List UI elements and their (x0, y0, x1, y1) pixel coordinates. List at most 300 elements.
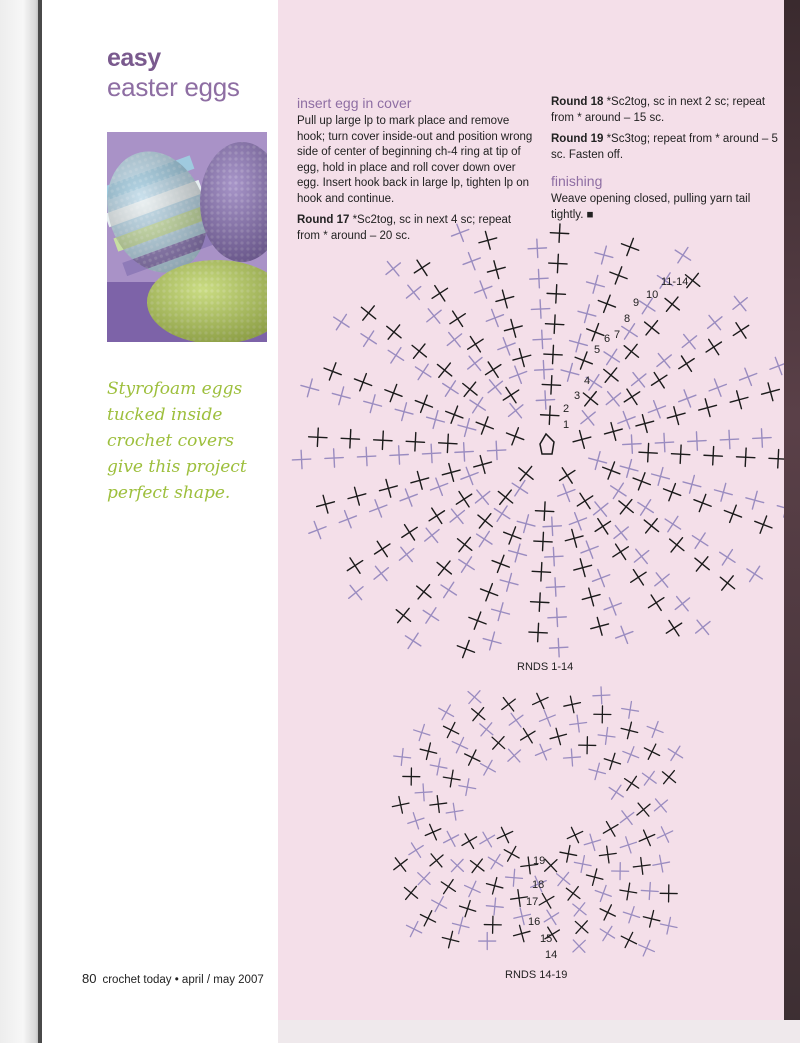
stitch-mark (550, 224, 568, 242)
stitch-mark (496, 290, 514, 308)
stitch-mark (570, 715, 587, 732)
stitch-mark (604, 598, 621, 615)
eggs-photo (107, 132, 267, 342)
stitch-mark (581, 411, 595, 425)
stitch-mark (341, 430, 359, 448)
stitch-mark (442, 464, 460, 482)
stitch-mark (531, 300, 549, 318)
stitch-mark (604, 368, 618, 382)
stitch-mark (720, 430, 738, 448)
stitch-mark (468, 691, 481, 704)
stitch-mark (624, 344, 638, 358)
stitch-mark (622, 324, 637, 339)
stitch-mark (594, 502, 608, 516)
stitch-mark (446, 406, 463, 423)
stitch-mark (566, 887, 580, 901)
stitch-mark (512, 481, 527, 496)
stitch-mark (497, 827, 512, 842)
round-label: 10 (646, 289, 659, 301)
stitch-mark (654, 799, 667, 812)
stitch-mark (492, 555, 509, 572)
insert-egg-text: Pull up large lp to mark place and remove hook; turn cover inside-out and position wrong side of center of beginning ch-4 ring at tip of egg, hold in place and roll cover down over egg. Insert hook back in large lp, tighten lp on hook and continue. (297, 115, 533, 205)
stitch-mark (557, 872, 570, 885)
stitch-mark (708, 315, 722, 329)
stitch-mark (574, 559, 592, 577)
round-label: 1 (563, 419, 570, 431)
stitch-mark (594, 706, 611, 723)
stitch-mark (619, 500, 633, 514)
stitch-mark (600, 905, 615, 920)
stitch-mark (671, 445, 689, 463)
stitch-mark (639, 443, 657, 461)
stitch-mark (447, 332, 461, 346)
stitch-mark (476, 417, 493, 434)
stitch-mark (528, 239, 546, 257)
stitch-mark (561, 363, 579, 381)
stitch-mark (548, 608, 566, 626)
stitch-mark (704, 447, 722, 465)
page-title: easter eggs (107, 72, 240, 102)
stitch-mark (535, 361, 553, 379)
stitch-mark (460, 901, 476, 917)
page-edge (784, 0, 800, 1043)
stitch-mark (575, 921, 588, 934)
stitch-mark (465, 881, 480, 896)
stitch-mark (720, 576, 734, 590)
stitch-mark (558, 484, 575, 501)
stitch-mark (532, 563, 550, 581)
stitch-mark (309, 428, 327, 446)
stitch-mark (620, 837, 636, 853)
stitch-mark (643, 911, 659, 927)
stitch-mark (406, 285, 420, 299)
stitch-mark (425, 824, 441, 840)
stitch-mark (645, 321, 659, 335)
stitch-mark (593, 687, 610, 704)
stitch-mark (480, 832, 495, 847)
stitch-mark (657, 827, 672, 842)
stitch-mark (474, 456, 492, 474)
stitch-mark (622, 701, 639, 718)
stitch-mark (587, 275, 605, 293)
stitch-mark (492, 603, 510, 621)
stitch-mark (521, 728, 535, 742)
stitch-mark (543, 517, 561, 535)
stitch-mark (504, 319, 522, 337)
stitch-mark (582, 588, 600, 606)
stitch-mark (539, 893, 554, 908)
center-ring (540, 434, 554, 454)
stitch-mark (395, 403, 413, 421)
stitch-mark (660, 917, 677, 934)
stitch-mark (348, 487, 366, 505)
stitch-mark (400, 489, 417, 506)
round-label: 7 (614, 329, 621, 341)
stitch-mark (612, 863, 629, 880)
stitch-mark (390, 446, 408, 464)
stitch-mark (487, 441, 505, 459)
stitch-mark (762, 383, 780, 401)
round-label: 8 (624, 313, 631, 325)
stitch-mark (374, 566, 388, 580)
stitch-mark (533, 330, 551, 348)
stitch-mark (429, 508, 444, 523)
stitch-mark (443, 381, 458, 396)
stitch-mark (584, 834, 600, 850)
stitch-mark (539, 710, 555, 726)
stitch-mark (620, 460, 638, 478)
stitch-mark (486, 309, 503, 326)
stitch-mark (613, 544, 628, 559)
stitch-mark (589, 452, 607, 470)
stitch-mark (641, 882, 658, 899)
stitch-mark (733, 296, 747, 310)
stitch-mark (404, 886, 417, 899)
stitch-mark (665, 516, 680, 531)
round-18-text: *Sc2tog, sc in next 2 sc; repeat from * around – 15 sc. (551, 96, 766, 124)
stitch-mark (644, 519, 658, 533)
stitch-mark (361, 306, 375, 320)
stitch-mark (468, 336, 483, 351)
stitch-mark (777, 499, 784, 517)
stitch-mark (442, 931, 458, 947)
stitch-mark (620, 883, 637, 900)
stitch-mark (414, 260, 429, 275)
stitch-mark (502, 698, 515, 711)
stitch-mark (570, 334, 588, 352)
stitch-mark (439, 705, 454, 720)
round-19-label: Round 19 (551, 133, 604, 145)
stitch-mark (655, 573, 669, 587)
stitch-mark (603, 822, 618, 837)
stitch-mark (399, 547, 413, 561)
stitch-mark (598, 728, 615, 745)
stitch-mark (396, 608, 410, 622)
stitch-mark (648, 401, 665, 418)
stitch-mark (481, 760, 496, 775)
stitch-mark (370, 500, 387, 517)
stitch-mark (431, 478, 448, 495)
stitch-mark (456, 491, 471, 506)
stitch-mark (506, 869, 523, 886)
stitch-mark (546, 578, 564, 596)
stitch-mark (695, 557, 709, 571)
pull-quote-line: Styrofoam eggs (107, 379, 243, 399)
book-spine (0, 0, 42, 1043)
stitch-mark (679, 356, 694, 371)
round-label: 14 (545, 949, 558, 961)
stitch-mark (498, 490, 512, 504)
stitch-mark (740, 368, 757, 385)
stitch-mark (469, 612, 486, 629)
stitch-mark (509, 713, 523, 727)
stitch-mark (625, 776, 639, 790)
round-label: 9 (633, 297, 640, 309)
stitch-mark (292, 450, 310, 468)
stitch-mark (478, 514, 492, 528)
stitch-mark (600, 926, 614, 940)
stitch-mark (699, 399, 717, 417)
stitch-mark (324, 363, 341, 380)
stitch-mark (662, 771, 675, 784)
stitch-mark (444, 831, 459, 846)
stitch-mark (579, 737, 596, 754)
stitch-mark (575, 352, 592, 369)
stitch-mark (611, 483, 626, 498)
round-label: 5 (594, 344, 601, 356)
stitch-mark (430, 758, 447, 775)
stitch-mark (470, 859, 484, 873)
stitch-mark (550, 638, 568, 656)
stitch-mark (441, 582, 456, 597)
stitch-mark (589, 763, 605, 779)
stitch-mark (529, 623, 547, 641)
stitch-mark (432, 286, 447, 301)
stitch-mark (652, 373, 667, 388)
stitch-mark (457, 537, 471, 551)
stitch-mark (653, 855, 670, 872)
stitch-mark (430, 796, 447, 813)
stitch-mark (535, 744, 551, 760)
stitch-mark (509, 366, 526, 383)
stitch-mark (455, 443, 473, 461)
stitch-mark (603, 462, 620, 479)
stitch-mark (670, 538, 684, 552)
stitch-mark (545, 547, 563, 565)
stitch-mark (361, 331, 376, 346)
round-label: 15 (540, 933, 553, 945)
stitch-mark (577, 493, 592, 508)
crochet-stitch-diagram (278, 0, 784, 1020)
crochet-eggs-photo-icon (107, 132, 267, 342)
stitch-mark (668, 746, 682, 760)
round-label: 3 (574, 390, 581, 402)
stitch-mark (660, 885, 677, 902)
stitch-mark (618, 411, 635, 428)
pull-quote (107, 376, 277, 506)
stitch-mark (349, 585, 363, 599)
stitch-mark (379, 479, 397, 497)
stitch-mark (633, 473, 650, 490)
stitch-mark (621, 722, 637, 738)
stitch-mark (587, 324, 604, 341)
stitch-mark (509, 403, 523, 417)
round-label: 11-14 (661, 276, 689, 288)
stitch-mark (665, 297, 679, 311)
stitch-mark (388, 348, 403, 363)
stitch-mark (610, 267, 627, 284)
stitch-mark (530, 269, 548, 287)
stitch-mark (494, 506, 509, 521)
stitch-mark (692, 533, 707, 548)
stitch-mark (459, 779, 476, 796)
stitch-mark (475, 281, 492, 298)
stitch-mark (544, 345, 562, 363)
stitch-mark (631, 570, 646, 585)
stitch-mark (564, 696, 581, 713)
stitch-mark (652, 468, 670, 486)
stitch-mark (441, 880, 455, 894)
stitch-mark (444, 722, 459, 737)
stitch-mark (309, 521, 326, 538)
stitch-mark (452, 224, 469, 241)
stitch-mark (634, 549, 648, 563)
stitch-mark (616, 626, 633, 643)
stitch-mark (415, 364, 430, 379)
stitch-mark (633, 858, 650, 875)
stitch-mark (720, 550, 735, 565)
round-label: 6 (604, 333, 611, 345)
stitch-mark (696, 620, 710, 634)
stitch-mark (517, 515, 535, 533)
round-label: 2 (563, 403, 570, 415)
section-kicker: easy (107, 44, 161, 72)
pull-quote-line: perfect shape. (107, 483, 231, 503)
round-label: 16 (528, 916, 541, 928)
stitch-mark (623, 747, 639, 763)
stitch-mark (415, 784, 432, 801)
stitch-mark (503, 387, 518, 402)
stitch-mark (511, 890, 528, 907)
stitch-mark (709, 379, 726, 396)
stitch-mark (480, 723, 493, 736)
stitch-mark (450, 509, 464, 523)
stitch-mark (513, 349, 531, 367)
stitch-mark (463, 253, 480, 270)
stitch-mark (636, 415, 654, 433)
stitch-mark (598, 295, 615, 312)
stitch-mark (655, 433, 673, 451)
stitch-mark (682, 334, 696, 348)
stitch-mark (485, 362, 500, 377)
stitch-mark (599, 846, 616, 863)
stitch-mark (452, 737, 467, 752)
chart-bottom-label: RNDS 14-19 (505, 969, 568, 981)
stitch-mark (770, 357, 784, 374)
stitch-mark (683, 475, 701, 493)
stitch-mark (595, 519, 610, 534)
stitch-mark (354, 374, 371, 391)
stitch-mark (500, 573, 518, 591)
stitch-mark (535, 502, 553, 520)
stitch-mark (414, 724, 430, 740)
stitch-mark (508, 749, 521, 762)
stitch-mark (574, 856, 591, 873)
stitch-mark (394, 858, 407, 871)
stitch-mark (675, 247, 690, 262)
stitch-mark (430, 854, 443, 867)
stitch-mark (486, 898, 503, 915)
stitch-mark (412, 344, 426, 358)
stitch-mark (593, 569, 610, 586)
stitch-mark (547, 285, 565, 303)
stitch-mark (406, 922, 421, 937)
stitch-mark (334, 314, 349, 329)
stitch-mark (536, 391, 554, 409)
stitch-mark (387, 325, 401, 339)
stitch-mark (769, 450, 784, 468)
page-bottom (278, 1020, 800, 1043)
stitch-mark (569, 513, 586, 530)
stitch-mark (332, 387, 350, 405)
stitch-mark (339, 511, 356, 528)
stitch-mark (565, 529, 583, 547)
stitch-mark (573, 903, 586, 916)
stitch-mark (724, 505, 741, 522)
pull-quote-line: tucked inside (107, 405, 223, 425)
stitch-mark (638, 500, 653, 515)
stitch-mark (623, 907, 639, 923)
stitch-mark (545, 315, 563, 333)
stitch-mark (733, 323, 748, 338)
stitch-mark (418, 872, 430, 884)
round-19-text: *Sc3tog; repeat from * around – 5 sc. Fasten off. (551, 133, 778, 161)
stitch-mark (667, 407, 685, 425)
stitch-mark (446, 803, 463, 820)
stitch-mark (427, 309, 441, 323)
stitch-mark (533, 693, 548, 708)
stitch-mark (450, 311, 465, 326)
round-label: 4 (584, 375, 591, 387)
stitch-mark (425, 528, 439, 542)
stitch-mark (364, 395, 382, 413)
round-18-label: Round 18 (551, 96, 604, 108)
stitch-mark (475, 490, 489, 504)
pull-quote-line: crochet covers (107, 431, 234, 451)
stitch-mark (479, 231, 497, 249)
stitch-mark (624, 389, 639, 404)
stitch-mark (451, 859, 463, 871)
stitch-mark (374, 431, 392, 449)
stitch-mark (420, 911, 435, 926)
stitch-mark (507, 428, 524, 445)
stitch-mark (439, 434, 457, 452)
stitch-mark (563, 749, 580, 766)
stitch-mark (472, 708, 485, 721)
publication-line: crochet today • april / may 2007 (102, 974, 264, 986)
stitch-mark (422, 444, 440, 462)
stitch-mark (403, 768, 420, 785)
stitch-mark (578, 305, 596, 323)
stitch-mark (477, 531, 492, 546)
stitch-mark (639, 830, 655, 846)
stitch-mark (498, 338, 515, 355)
stitch-mark (325, 449, 343, 467)
pull-quote-line: give this project (107, 457, 247, 477)
page-number: 80 (82, 971, 97, 986)
stitch-mark (488, 854, 502, 868)
stitch-mark (437, 561, 451, 575)
stitch-mark (586, 869, 602, 885)
stitch-mark (385, 384, 402, 401)
stitch-mark (595, 246, 613, 264)
round-label: 19 (533, 855, 546, 867)
stitch-mark (632, 373, 646, 387)
stitch-mark (443, 770, 460, 787)
stitch-mark (621, 238, 638, 255)
stitch-mark (405, 633, 420, 648)
stitch-mark (637, 803, 650, 816)
stitch-mark (606, 392, 620, 406)
stitch-mark (545, 859, 557, 871)
stitch-mark (452, 917, 468, 933)
stitch-mark (420, 743, 436, 759)
stitch-mark (406, 433, 424, 451)
chart-top-label: RNDS 1-14 (517, 661, 574, 673)
stitch-mark (688, 432, 706, 450)
finishing-text: Weave opening closed, pulling yarn tail tightly. ■ (551, 193, 751, 221)
stitch-mark (504, 846, 519, 861)
